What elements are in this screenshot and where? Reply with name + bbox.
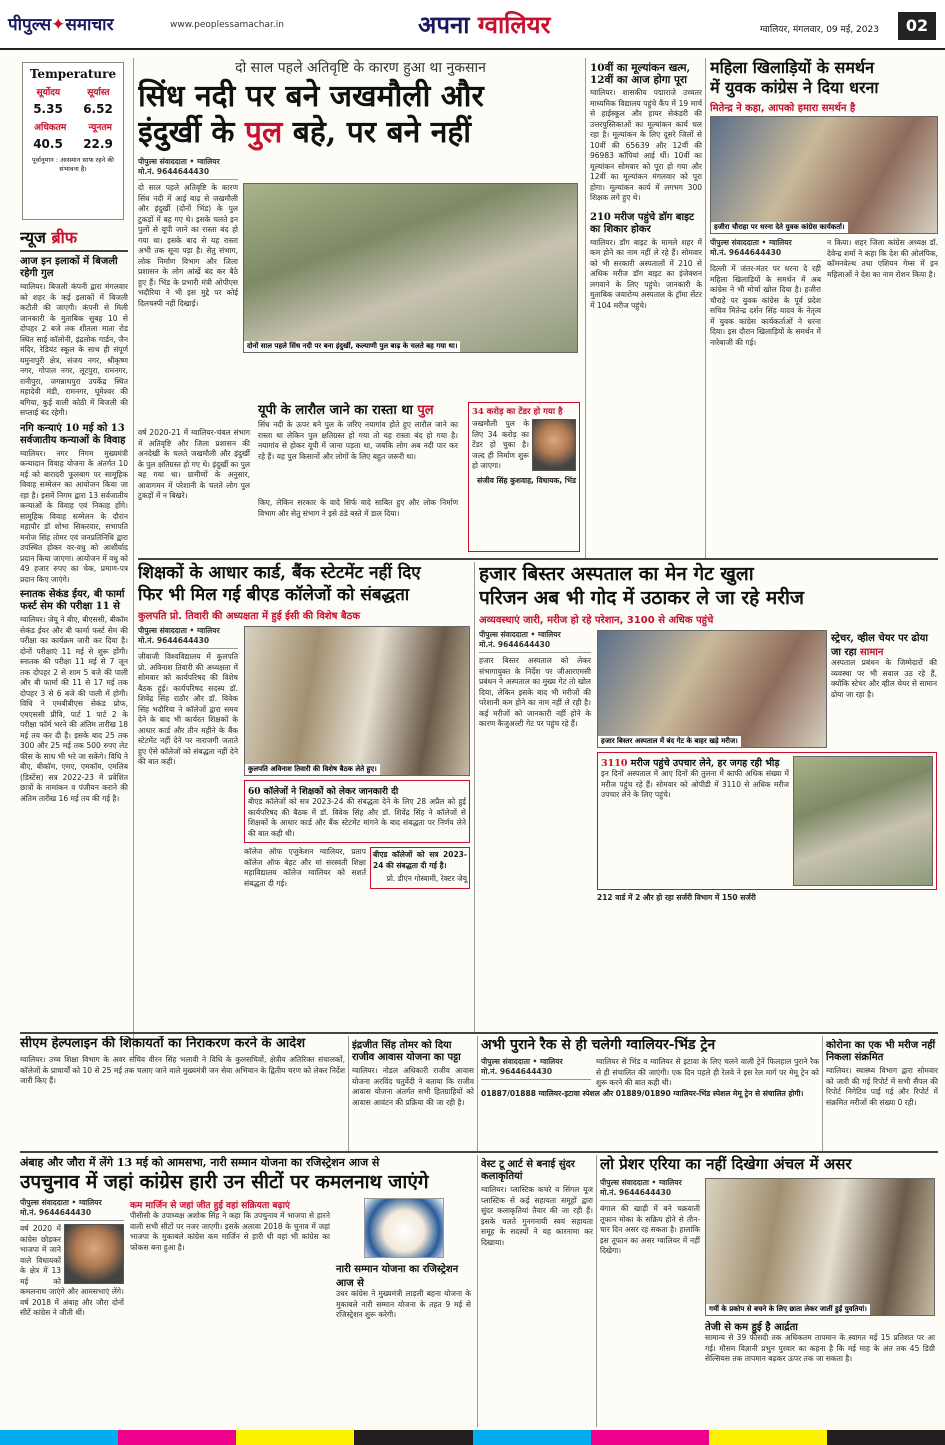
bed-left-col: [138, 626, 238, 889]
exam-headline[interactable]: 10वीं का मूल्यांकन खत्म, 12वीं का आज होगा पूरा: [590, 62, 691, 86]
kamalnath-byline: पीपुल्स संवाददाता • ग्वालियर मो.नं. 9644644430: [20, 1198, 124, 1221]
hospital-left-col: [479, 630, 591, 904]
sunset-label: सूर्यास्त: [87, 88, 110, 98]
brief-rule: [20, 250, 128, 252]
train-byline: पीपुल्स संवाददाता • ग्वालियर मो.नं. 9644644430: [481, 1057, 591, 1080]
west-body: ग्वालियर। प्लास्टिक कचरे व सिंगल यूज प्लास्टिक से कई सहायता समूहों द्वारा सुंदर कलाकृतियां तैयार की जा रही हैं। इसके चलते गुनगनायी स्वयं सहायता समूह के सदस्यों ने यह कारनामा कर दिखाया।: [481, 1185, 593, 1247]
column-divider: [477, 1036, 478, 1151]
brief-headline[interactable]: स्नातक सेकंड ईयर, बी फार्मा फर्स्ट सेम की परीक्षा 11 से: [20, 589, 125, 612]
color-swatch: [827, 1430, 945, 1445]
ipd-box: [597, 752, 937, 890]
ipd-count: 3110: [601, 758, 628, 769]
section-city: ग्वालियर: [477, 10, 551, 39]
west-headline[interactable]: वेस्ट टू आर्ट से बनाई सुंदर कलाकृतियां: [481, 1159, 575, 1182]
heat-headline[interactable]: लो प्रेशर एरिया का नहीं दिखेगा अंचल में असर: [600, 1155, 852, 1173]
page-number: 02: [898, 12, 936, 40]
train-headline[interactable]: अभी पुराने रैक से ही चलेगी ग्वालियर-भिंड ट्रेन: [481, 1037, 716, 1053]
lead-body-continued: वर्ष 2020-21 में ग्वालियर-चंबल संभाग में अतिवृष्टि और जिला प्रशासन की अनदेखी के चलते जखमौली और इंदुर्खी के पुल क्षतिग्रस्त हो गए थे। इंदुर्खी का पुल बह गया था। ग्रामीणों के अनुसार, आवागमन में परेशानी के चलते लोग पुल टुकड़ों में न बिखरे।: [138, 428, 250, 500]
color-swatch: [236, 1430, 354, 1445]
lead-subhead: [258, 400, 434, 418]
mla-quote-box: [468, 402, 580, 552]
temperature-title: Temperature: [29, 67, 117, 81]
headline-part: बहे, पर बने नहीं: [292, 115, 472, 150]
byline-name: पीपुल्स संवाददाता: [710, 238, 759, 247]
corona-story: [826, 1036, 938, 1151]
stretcher-aside: [831, 630, 937, 748]
news-brief-column: [20, 226, 128, 1046]
kamalnath-row: [20, 1198, 475, 1321]
congress-body-row: [710, 238, 938, 348]
subhead-text: यूपी के लारौल जाने का रास्ता था: [258, 403, 413, 418]
paper-logo[interactable]: [8, 12, 114, 35]
hospital-byline: पीपुल्स संवाददाता • ग्वालियर मो.नं. 9644644430: [479, 630, 591, 653]
quote-head: [472, 406, 576, 417]
lead-subbody: सिंध नदी के ऊपर बने पुल के जरिए नयागांव होते हुए लारौल जाने का रास्ता था लेकिन पुल क्षतिग्रस्त हो गया तो यह रास्ता बंद हो गया है। नयागांव से होकर यूपी में जाना पड़ता था, जबकि लोग अब नदी पार कर रहे हैं। यह पुल किसानों और लोगों के लिए बहुत जरूरी था।: [258, 420, 458, 461]
hospital-photo-row: [597, 630, 937, 748]
kamalnath-right-col: [336, 1198, 471, 1321]
column-divider: [133, 58, 134, 1058]
congress-headline-line2[interactable]: में युवक कांग्रेस ने दिया धरना: [710, 78, 879, 97]
west-to-art-story: [481, 1155, 593, 1427]
hospital-body: हजार बिस्तर अस्पताल को लेकर संभागायुक्त के निर्देश पर जीआरएमसी प्रबंधन ने अस्पताल का मुख्य गेट तो खोल दिया, लेकिन इसके बाद भी मरीजों की परेशानी कम होने का नाम नहीं ले रही है। कई मरीजों को जानकारी नहीं होने के कारण कैजुअल्टी गेट पर पहुंच रहे हैं।: [479, 656, 591, 728]
byline-phone: मो.नं. 9644644430: [481, 1067, 553, 1076]
congress-right-col: [827, 238, 938, 348]
congress-hand-symbol: [364, 1198, 444, 1258]
heat-right-col: [705, 1178, 935, 1365]
column-divider: [585, 58, 586, 558]
bed-box-body: बीएड कॉलेजों को सत्र 2023-24 की संबद्धता देने के लिए 28 अप्रैल को हुई कार्यपरिषद की बैठक में डॉ. विवेक सिंह और डॉ. शिवेंद्र सिंह ने कॉलेजों से शिक्षकों के आधार कार्ड और बैंक स्टेटमेंट मांगने के बाद संबद्धता पर निर्णय लेने की बात कही थी।: [248, 797, 466, 838]
heat-body: बंगाल की खाड़ी में बने चक्रवाती तूफान मोका के सक्रिय होने से तीन-चार दिन असर रह सकता है। हालांकि इस तूफान का असर ग्वालियर में नहीं दिखेगा।: [600, 1204, 700, 1255]
column-divider: [705, 58, 706, 558]
helpline-headline[interactable]: सीएम हेल्पलाइन की शिकायतों का निराकरण करने के आदेश: [20, 1036, 306, 1051]
sun-labels: [23, 85, 123, 98]
forecast-note: पूर्वानुमान : आसमान साफ रहने की संभावना है।: [32, 156, 114, 173]
bed-bottom-row: [244, 847, 470, 889]
mla-portrait: [532, 419, 576, 471]
column-divider: [348, 1036, 349, 1151]
bed-row: [138, 626, 470, 889]
color-swatch: [354, 1430, 472, 1445]
humidity-body: सामान्य से 39 फीसदी तक अधिकतम तापमान के स्वागत मई 15 प्रतिशत पर आ गई। मौसम विज्ञानी प्रभुन पुरवार का कहना है कि मई माह के अंत तक 45 डिग्री सेल्सियस तक तापमान बढ़कर ऊपर तक जा सकता है।: [705, 1333, 935, 1363]
quote-head-text: 34 करोड़ का टेंडर हो गया है: [472, 407, 563, 417]
byline-name: पीपुल्स संवाददाता: [481, 1057, 530, 1066]
max-value: 40.5: [33, 137, 63, 151]
quote-row: [472, 419, 576, 472]
byline-phone: मो.नं. 9644644430: [20, 1208, 92, 1217]
train-left-col: [481, 1057, 591, 1089]
rector-quote-box: [370, 847, 470, 889]
lead-headline-line2[interactable]: [138, 115, 583, 151]
min-value: 22.9: [83, 137, 113, 151]
bed-body: जीवाजी विश्वविद्यालय में कुलपति प्रो. अविनाश तिवारी की अध्यक्षता में सोमवार को कार्यपरिषद की विशेष बैठक हुई। कार्यपरिषद सदस्य डॉ. शिवेंद्र सिंह राठौर और डॉ. विवेक सिंह भदौरिया ने कॉलेजों द्वारा समय देने के बाद भी कार्यरत शिक्षकों के आधार कार्ड और तीन महीने के बैंक स्टेटमेंट नहीं देने पर नाराजगी जताते हुए ऐसे कॉलेजों को संबद्धता नहीं देने की बात कही।: [138, 652, 238, 766]
byline-city: ग्वालियर: [658, 1178, 682, 1187]
hospital-headline-line1[interactable]: हजार बिस्तर अस्पताल का मेन गेट खुला: [479, 563, 754, 585]
nari-samman-body: उधर कांग्रेस ने मुख्यमंत्री लाड़ली बहना योजना के मुकाबले नारी सम्मान योजना के तहत 9 मई से रजिस्ट्रेशन शुरू करेगी।: [336, 1289, 471, 1319]
stretcher-head-highlight: सामान: [859, 647, 884, 658]
sunrise-value: 5.35: [33, 102, 63, 116]
train-row: [481, 1057, 819, 1089]
lead-left-col: [138, 183, 238, 353]
margin-box-head: कम मार्जिन से जहां जीत हुई वहां सक्रियता बढ़ाएं: [130, 1201, 290, 1211]
bed-right-col: [244, 626, 470, 889]
byline-city: ग्वालियर: [768, 238, 792, 247]
stretcher-body: अस्पताल प्रबंधन के जिम्मेदारों की व्यवस्था पर भी सवाल उठ रहे हैं, क्योंकि स्टेचर और व्हील चेयर से सामान ढोया जा रहा है।: [831, 658, 937, 699]
sunset-value: 6.52: [83, 102, 113, 116]
dogbite-body: ग्वालियर। डॉग बाइट के मामले शहर में कम होने का नाम नहीं ले रहे हैं। सोमवार को भी सरकारी अस्पतालों में 210 से अधिक मरीज डॉग बाइट का इंजेक्शन लगवाने के लिए पहुंचे। जानकारी के मुताबिक जयारोग्य अस्पताल के ट्रॉमा सेंटर में 104 मरीज पहुंचे।: [590, 237, 702, 310]
humidity-head: तेजी से कम हुई है आर्द्रता: [705, 1322, 798, 1333]
congress-deck: मितेन्द्र ने कहा, आपको हमारा समर्थन है: [710, 103, 856, 114]
byline-phone: मो.नं. 9644644430: [600, 1188, 672, 1197]
congress-left-col: [710, 238, 821, 348]
kamalnath-left-col: [20, 1198, 124, 1321]
section-title: [418, 8, 550, 41]
margin-box-body: पीसीसी के उपाध्यक्ष अशोक सिंह ने कहा कि उपचुनाव में भाजपा से हारने वाली सभी सीटों पर नजर जाएगी। इसके अलावा 2018 के चुनाव में जहां भाजपा के मुकाबले कांग्रेस कम मार्जिन से हारी थी वहां भी कांग्रेस का फोकस बना हुआ है।: [130, 1211, 330, 1252]
ipd-head: [601, 756, 789, 769]
rector-quote: बीएड कॉलेजों को सत्र 2023-24 की संबद्धता दी गई है।: [373, 850, 467, 870]
headline-highlight: पुल: [244, 115, 283, 150]
hospital-right-col: [597, 630, 937, 904]
color-swatch: [0, 1430, 118, 1445]
quote-sign: संजीव सिंह कुशवाह, विधायक, भिंड: [477, 475, 576, 485]
kamalnath-headline[interactable]: उपचुनाव में जहां कांग्रेस हारी उन सीटों पर कमलनाथ जाएंगे: [20, 1171, 429, 1193]
hospital-row: [479, 630, 938, 904]
byline-city: ग्वालियर: [78, 1198, 102, 1207]
protest-photo[interactable]: [710, 116, 938, 234]
byline-phone: मो.नं. 9644644430: [479, 640, 551, 649]
byline-city: ग्वालियर: [537, 630, 561, 639]
bed-headline-line1[interactable]: शिक्षकों के आधार कार्ड, बैंक स्टेटमेंट नहीं दिए: [138, 563, 421, 583]
brief-headline[interactable]: आज इन इलाकों में बिजली रहेगी गुल: [20, 256, 118, 279]
meeting-photo-caption: कुलपति अविनाश तिवारी की विशेष बैठक लेते हुए।: [245, 764, 380, 775]
heat-photo[interactable]: [705, 1178, 935, 1316]
congress-body-continued: न किया। शहर जिला कांग्रेस अध्यक्ष डॉ. देवेन्द्र शर्मा ने कहा कि देश की ओलंपिक, कॉमनवेल्थ तथा एशियन गेम्स में इन महिलाओं ने देश का नाम रोशन किया है।: [827, 238, 938, 279]
ward-photo[interactable]: [793, 756, 933, 886]
print-color-bar: [0, 1430, 945, 1445]
logo-prefix: पीपुल्स: [8, 15, 52, 35]
lead-body: दो साल पहले अतिवृष्टि के कारण सिंध नदी में आई बाढ़ से जखमौली और इंदुर्खी (दोनों भिंड) के पुल टुकड़ों में बह गए थे। इसके चलते इन पुलों से यूपी जाने का रास्ता बंद हो गया था। इसके बाद से यह रास्ता अभी तक सूना पड़ा है। सेतु संभाग, लोक निर्माण विभाग और जिला प्रशासन के लोग आंखें बंद कर बैठे हुए हैं। भिंड के प्रभारी मंत्री ओपीएस भदौरिया ने भी इस मुद्दे पर कोई दिलचस्पी नहीं दिखाई।: [138, 183, 238, 308]
byline-phone: मो.नं. 9644644430: [138, 167, 210, 176]
logo-separator: ✦: [51, 15, 66, 35]
byline-city: ग्वालियर: [539, 1057, 563, 1066]
heat-story: [600, 1155, 938, 1427]
brief-suffix: ब्रीफ: [51, 228, 78, 247]
max-label: अधिकतम: [34, 123, 67, 133]
quote-body: जखमौली पुल के लिए 34 करोड़ का टेंडर हो चुका है। जल्द ही निर्माण शुरू हो जाएगा।: [472, 419, 529, 470]
brief-body: ग्वालियर। जेयू ने बीए, बीएससी, बीकॉम सेकंड ईयर और बी फार्मा फर्स्ट सेम की परीक्षा का कार्यक्रम जारी कर दिया है। दोनों परीक्षाएं 11 मई से शुरू होंगी। स्नातक की परीक्षा 11 मई से 7 जून तक दोपहर 2 से शाम 5 बजे की पाली और बी फार्मा की 11 से 17 मई तक दोपहर 3 से 6 बजे की पाली में होगी। विधि ने एमबीबीएस सेकंड प्रोफ, एमएससी प्रीवि, पार्ट 1 पार्ट 2 के परीक्षा फॉर्म भरने की अंतिम तारीख 18 मई तय कर दी है। इसके बाद 25 तक 300 और 25 मई तक 500 रुपए लेट फीस के साथ भी भरे जा सकेंगे। विधि ने बीए, बीकॉम, एमए, एमकॉम, एमलिब (डिस्टेंस) सत्र 2022-23 में प्रवेशित छात्रों के नामांकन व पंजीयन कराने की अंतिम तारीख 16 मई तय की गई है।: [20, 615, 128, 803]
hospital-story: [479, 562, 938, 1032]
kamalnath-kicker: अंबाह और जौरा में लेंगे 13 मई को आमसभा, नारी सम्मान योजना का रजिस्ट्रेशन आज से: [20, 1156, 380, 1169]
heat-photo-caption: गर्मी के प्रकोप से बचने के लिए छाता लेकर जातीं हुईं युवतियां।: [706, 1304, 870, 1315]
exam-body: ग्वालियर। शासकीय पद्माराजे उच्चतर माध्यमिक विद्यालय पहुंचे कैंप में 19 मार्च से हाईस्कूल और हायर सेकंडरी की उत्तरपुस्तिकाओं का मूल्यांकन कार्य चल रहा है। मूल्यांकन के लिए दूसरे जिलों से 10वीं की 65639 और 12वीं की 96983 कॉपियां आई थीं। 10वीं का मूल्यांकन सोमवार को पूरा हो गया और 12वीं का मूल्यांकन मंगलवार को पूरा होगा। मूल्यांकन कार्य में लगभग 300 शिक्षक लगे हुए थे।: [590, 88, 702, 202]
brief-prefix: न्यूज: [20, 228, 46, 247]
column-divider: [474, 562, 475, 1032]
corona-headline[interactable]: कोरोना का एक भी मरीज नहीं निकला संक्रमित: [826, 1040, 936, 1063]
kamalnath-portrait: [64, 1224, 124, 1284]
byline-phone: मो.नं. 9644644430: [710, 248, 782, 257]
stretcher-head-text: स्ट्रेचर, व्हील चेयर पर ढोया जा रहा: [831, 633, 928, 658]
dogbite-headline[interactable]: 210 मरीज पहुंचे डॉग बाइट का शिकार होकर: [590, 211, 695, 235]
brief-body: ग्वालियर। बिजली कंपनी द्वारा मंगलवार को शहर के कई इलाकों में बिजली कटौती की जाएगी। कंपनी से मिली जानकारी के मुताबिक सुबह 10 से दोपहर 2 बजे तक शीतला माता रोड स्थित साई कॉलोनी, इंद्रलोक गार्डन, जैन मंदिर, रेडियंट स्कूल के साथ ही संपूर्ण यमुनापुरी क्षेत्र, संजय नगर, श्रीकृष्ण नगर, गोपाल नगर, लूटपुरा, रामनगर, रानीपुरा, जगन्नाथपुरा उपकेंद्र स्थित महादेवी मंडी, रामनगर, घूमेश्वर की बगिया, कुई वाली कोठी में बिजली की सप्लाई बंद रहेगी।: [20, 282, 128, 417]
temperature-box: [22, 62, 124, 220]
website-url[interactable]: www.peoplessamachar.in: [170, 20, 284, 30]
stretcher-head: [831, 630, 937, 658]
congress-protest-story: [710, 58, 938, 558]
congress-byline: पीपुल्स संवाददाता • ग्वालियर मो.नं. 9644644430: [710, 238, 821, 261]
bed-byline: पीपुल्स संवाददाता • ग्वालियर मो.नं. 9644644430: [138, 626, 238, 649]
color-swatch: [709, 1430, 827, 1445]
congress-body: दिल्ली में जंतर-मंतर पर धरना दे रही महिला खिलाड़ियों के समर्थन में अब कांग्रेस ने भी मोर्चा खोल दिया है। हजीरा चौराहे पर युवक कांग्रेस के पूर्व प्रदेश सचिव मितेन्द्र दर्शन सिंह यादव के नेतृत्व में युवक कांग्रेस कार्यकर्ताओं ने धरना दिया। इस दौरान खिलाड़ियों के समर्थन में नारेबाजी की गई।: [710, 264, 821, 347]
lead-headline-line1[interactable]: सिंध नदी पर बने जखमौली और: [138, 79, 484, 114]
bed-colleges-story: [138, 562, 470, 1032]
section-rule: [138, 558, 938, 560]
lead-subbody-continued: किए, लेकिन सरकार के वादे सिर्फ वादे साबित हुए और लोक निर्माण विभाग और सेतु संभाग ने इसे ठंडे बस्ते में डाल दिया।: [258, 498, 458, 518]
logo-suffix: समाचार: [65, 15, 114, 35]
rector-sign: प्रो. डीएन गोस्वामी, रेक्टर जेयू: [386, 874, 467, 883]
kamalnath-story: [20, 1155, 475, 1427]
ipd-text: [601, 756, 789, 886]
lead-kicker: दो साल पहले अतिवृष्टि के कारण हुआ था नुकसान: [235, 60, 486, 76]
hospital-bottom-line: 212 वार्ड में 2 और हो रहा सर्जरी विभाग में 150 सर्जरी: [597, 893, 756, 902]
bridge-photo-caption: दोनों साल पहले सिंध नदी पर बना इंदुर्खी, कल्याणी पुल बाढ़ के चलते बह गया था।: [244, 341, 460, 352]
column-divider: [477, 1155, 478, 1427]
lead-body-row: [138, 183, 583, 353]
temp-labels: [23, 120, 123, 133]
train-numbers: 01887/01888 ग्वालियर-इटावा स्पेशल और 01889/01890 ग्वालियर-भिंड स्पेशल मेमू ट्रेन से संचालित होगी।: [481, 1088, 804, 1098]
lead-right-col: [243, 183, 578, 353]
color-swatch: [473, 1430, 591, 1445]
byline-name: पीपुल्स संवाददाता: [600, 1178, 649, 1187]
helpline-body: ग्वालियर। उच्च शिक्षा विभाग के अवर सचिव वीरन सिंह भलावी ने विधि के कुलसचिवों, क्षेत्रीय अतिरिक्त संचालकों, कॉलेजों के प्राचार्यों को 10 से 25 मई तक चलाए जाने वाले मुख्यमंत्री जन सेवा अभियान के द्वितीय चरण को लेकर निर्देश जारी किए हैं।: [20, 1055, 345, 1085]
tomar-headline[interactable]: इंद्रजीत सिंह तोमर को दिया राजीव आवास योजना का पट्टा: [352, 1040, 461, 1063]
min-label: न्यूनतम: [88, 123, 112, 133]
heat-byline: पीपुल्स संवाददाता • ग्वालियर मो.नं. 9644644430: [600, 1178, 700, 1201]
heat-row: [600, 1178, 938, 1365]
bed-deck: कुलपति प्रो. तिवारी की अध्यक्षता में हुई ईसी की विशेष बैठक: [138, 611, 361, 622]
bed-headline-line2[interactable]: फिर भी मिल गई बीएड कॉलेजों को संबद्धता: [138, 585, 410, 605]
brief-body: ग्वालियर। नगर निगम मुख्यमंत्री कन्यादान विवाह योजना के अंतर्गत 10 मई को बारादरी फूलबाग पर सामूहिक विवाह सम्मेलन का आयोजन किया जा रहा है। इसमें निगम द्वारा 13 सर्वजातीय कन्याओं के विवाह एवं निकाह होंगे। सामूहिक विवाह सम्मेलन के दौरान महापौर डॉ शोभा सिकरवार, सभापति मनोज सिंह तोमर एवं जनप्रतिनिधि द्वारा उपस्थित होकर वर-वधु को आशीर्वाद प्रदान किया जाएगा। आयोजन में वधु को 49 हजार रुपए का चेक, प्रमाण-पत्र प्रदान किए जाएंगे।: [20, 448, 128, 584]
bridge-photo[interactable]: [243, 183, 578, 353]
tomar-body: ग्वालियर। नोडल अधिकारी राजीव आवास योजना अरविंद चतुर्वेदी ने बताया कि राजीव आवास योजना अंतर्गत सभी हितग्राहियों को आवास आवंटन की प्रक्रिया की जा रही है।: [352, 1066, 474, 1107]
section-rule: [20, 1151, 938, 1153]
exam-column: [590, 58, 702, 558]
heat-left-col: [600, 1178, 700, 1365]
byline-name: पीपुल्स संवाददाता: [138, 626, 187, 635]
lead-byline: पीपुल्स संवाददाता • ग्वालियर मो.नं. 9644644430: [138, 157, 238, 180]
byline-phone: मो.नं. 9644644430: [138, 636, 210, 645]
column-divider: [596, 1155, 597, 1427]
kamalnath-mid-col: [130, 1198, 330, 1321]
color-swatch: [118, 1430, 236, 1445]
column-divider: [822, 1036, 823, 1151]
tomar-story: [352, 1036, 474, 1151]
section-prefix: अपना: [418, 10, 470, 39]
train-story: [481, 1036, 819, 1151]
byline-name: पीपुल्स संवाददाता: [479, 630, 528, 639]
dateline: ग्वालियर, मंगलवार, 09 मई, 2023: [760, 25, 879, 35]
helpline-story: [20, 1036, 345, 1151]
ipd-head-text: मरीज पहुंचे उपचार लेने, हर जगह रही भीड़: [630, 758, 780, 769]
temp-values: [23, 137, 123, 151]
bed-info-box: [244, 780, 470, 843]
byline-name: पीपुल्स संवाददाता: [138, 157, 187, 166]
masthead: [0, 0, 945, 50]
hospital-photo-caption: हजार बिस्तर अस्पताल में बंद गेट के बाहर खड़े मरीज।: [598, 736, 741, 747]
headline-part: इंदुर्खी के: [138, 115, 235, 150]
sun-values: [23, 102, 123, 116]
section-rule: [20, 1032, 938, 1034]
sunrise-label: सूर्योदय: [36, 88, 61, 98]
protest-photo-caption: हजीरा चौराहा पर धरना देते युवक कांग्रेस कार्यकर्ता।: [711, 222, 848, 233]
byline-city: ग्वालियर: [196, 626, 220, 635]
subhead-highlight: पुल: [417, 403, 434, 418]
news-brief-title: [20, 226, 128, 248]
train-body: ग्वालियर से भिंड व ग्वालियर से इटावा के लिए चलने वाली ट्रेनें फिलहाल पुराने रैक से ही संचालित की जाएंगी। एक दिन पहले ही रेलवे ने इस रेल मार्ग पर मेमू ट्रेन को शुरू करने की बात कही थी।: [596, 1057, 819, 1087]
brief-headline[interactable]: नगि कन्याएं 10 मई को 13 सर्वजातीय कन्याओं के विवाह: [20, 422, 126, 446]
bed-body-continued: कॉलेज ऑफ एजुकेशन ग्वालियर, प्रताप कॉलेज ऑफ बेहट और मां सरस्वती शिक्षा महाविद्यालय कॉलेज ग्वालियर को सशर्त संबद्धता दी गई।: [244, 847, 366, 888]
hospital-gate-photo[interactable]: [597, 630, 827, 748]
lead-story: [138, 58, 583, 558]
color-swatch: [591, 1430, 709, 1445]
byline-city: ग्वालियर: [196, 157, 220, 166]
congress-headline-line1[interactable]: महिला खिलाड़ियों के समर्थन: [710, 58, 875, 77]
meeting-photo[interactable]: [244, 626, 470, 776]
hospital-headline-line2[interactable]: परिजन अब भी गोद में उठाकर ले जा रहे मरीज: [479, 587, 805, 609]
nari-samman-head: नारी सम्मान योजना का रजिस्ट्रेशन आज से: [336, 1264, 459, 1289]
kamalnath-body: वर्ष 2020 में कांग्रेस छोड़कर भाजपा में जाने वाले विधायकों के क्षेत्र में 13 मई को कमलनाथ जाएंगे और आमसभाएं लेंगे। वर्ष 2018 में अंबाह और जौरा दोनों सीटें कांग्रेस ने जीती थीं।: [20, 1224, 124, 1317]
byline-name: पीपुल्स संवाददाता: [20, 1198, 69, 1207]
corona-body: ग्वालियर। स्वास्थ्य विभाग द्वारा सोमवार को जारी की गई रिपोर्ट में सभी सैंपल की रिपोर्ट निगेटिव पाई गई और रिपोर्ट में संक्रमित मरीजों की संख्या 0 रही।: [826, 1066, 938, 1107]
ipd-body: इन दिनों अस्पताल में आए दिनों की तुलना में काफी अधिक संख्या में मरीज पहुंच रहे हैं। सोमवार को ओपीडी में 3110 से अधिक मरीज उपचार लेने के लिए पहुंचे।: [601, 769, 789, 799]
bed-box-head: 60 कॉलेजों ने शिक्षकों को लेकर जानकारी दी: [248, 787, 399, 797]
hospital-deck: अव्यवस्थाएं जारी, मरीज हो रहे परेशान, 3100 से अधिक पहुंचे: [479, 615, 714, 626]
